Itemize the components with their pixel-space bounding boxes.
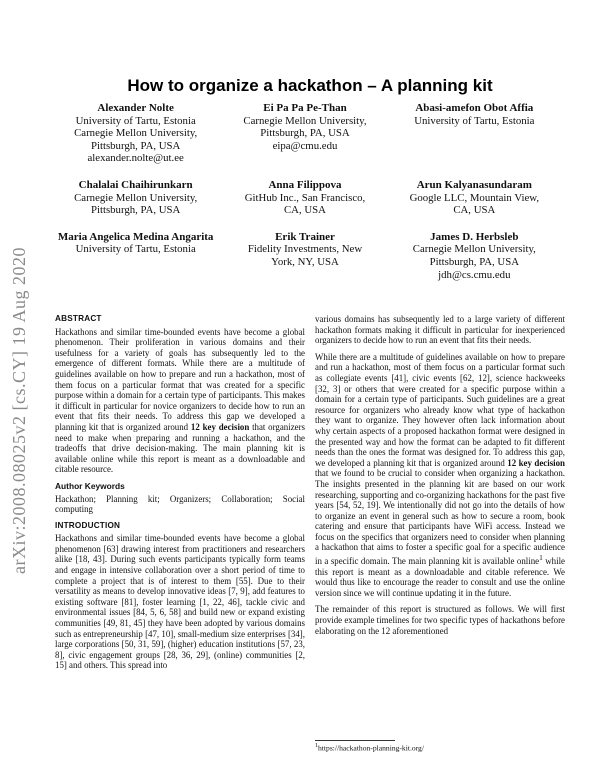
author-affiliation-line: Google LLC, Mountain View, xyxy=(409,191,540,204)
footnote-mark: 1 xyxy=(315,743,318,749)
keywords-heading: Author Keywords xyxy=(55,480,125,491)
author-affiliation-line: Carnegie Mellon University, xyxy=(412,243,536,256)
author-affiliation-line: York, NY, USA xyxy=(271,255,339,268)
introduction-paragraph: Hackathons and similar time-bounded events have become a global phenomenon [63] drawing interest from practitioners and researchers alike [18, 43]. During such events participants typically form teams and engage in intensive collaboration over a short period of time to complete a project that is of interest to them [55]. Due to their versatility as means to develop innovative ideas [7, 9], add features to existing software [81], foster learning [1, 22, 46], tackle civic and environmental issues [84, 5, 6, 58] and build new or expand existing communities [49, 81, 45] they have been adopted by various domains such as entrepreneurship [47, 10], small-medium size enterprises [34], large corporations [50, 31, 59], (higher) education institutions [57, 23, 8], civic engagement groups [28, 36, 29], (online) communities [2, 15] and others. This spread into xyxy=(55,533,305,671)
author-name: Ei Pa Pa Pe-Than xyxy=(263,102,347,114)
author-name: Chalalai Chaihirunkarn xyxy=(78,178,193,191)
right-column xyxy=(315,314,565,642)
body-paragraph xyxy=(315,352,565,599)
body-text: while this report is meant as a downloadable and citable reference. We would thus like to encourage the reader to consult and use the online version since we will continue updating it in the future. xyxy=(315,556,565,598)
author-affiliation-line: CA, USA xyxy=(283,204,326,217)
body-text: While there are a multitude of guidelines available on how to prepare and run a hackathon, most of them focus on a particular format such as collegiate events [41], civic events [62, 12], science hackweeks [32, 3] or others that were created for a specific purpose within a domain for a certain type of participants. Such guidelines are a great resource for organizers who already know what type of hackathon they want to organize. They however often lack information about why certain aspects of a proposed hackathon format were designed in the presented way and how the format can be adapted to fit different needs than the ones the format was designed for. To address this gap, we developed a planning kit that is organized around xyxy=(315,351,565,468)
abstract-text-end: that organizers need to make when preparing and running a hackathon, and the tradeoffs that drive decision-making. The main planning kit is available online while this report is meant as a downloadable and citable resource. xyxy=(55,421,305,475)
abstract-paragraph xyxy=(55,327,305,475)
author-email: eipa@cmu.edu xyxy=(272,139,338,152)
footnote-reference: 1 xyxy=(539,553,543,563)
abstract-text-start: Hackathons and similar time-bounded events have become a global phenomenon. Their proliferation in various domains and their usefulness for a variety of goals has subsequently led to the emergence of different formats. While there are a multitude of guidelines available on how to prepare and run a hackathon, most of them focus on a particular format that was created for a specific purpose within a domain for a certain type of participants. This makes it difficult in particular for novice organizers to decide how to run an event that fits their needs. To address this gap we developed a planning kit that is organized around xyxy=(55,326,305,432)
author-name: James D. Herbsleb xyxy=(430,230,519,243)
author-row xyxy=(55,102,555,165)
author-entry xyxy=(394,179,555,217)
body-paragraph: The remainder of this report is structured as follows. We will first provide example timelines for two specific types of hackathons before elaborating on the 12 aforementioned xyxy=(315,604,565,636)
author-block xyxy=(55,102,555,295)
author-affiliation-line: University of Tartu, Estonia xyxy=(75,243,196,256)
arxiv-identifier-stamp xyxy=(6,200,32,620)
footnote-divider xyxy=(315,740,395,741)
author-affiliation-line: University of Tartu, Estonia xyxy=(75,114,196,127)
author-affiliation-line: Pittsburgh, PA, USA xyxy=(260,127,350,140)
author-name: Arun Kalyanasundaram xyxy=(416,178,532,191)
abstract-heading: ABSTRACT xyxy=(55,314,102,323)
author-affiliation-line: Pittsburgh, PA, USA xyxy=(90,204,181,217)
body-paragraph: various domains has subsequently led to a large variety of different hackathon formats making it difficult in particular for inexperienced organizers to decide how to run an event that fits their needs. xyxy=(315,314,565,346)
author-entry xyxy=(224,102,385,165)
author-entry xyxy=(55,102,216,165)
author-affiliation-line: Fidelity Investments, New xyxy=(247,243,363,256)
author-entry xyxy=(394,102,555,165)
author-affiliation-line: Carnegie Mellon University, xyxy=(74,127,198,140)
author-name: Erik Trainer xyxy=(275,230,335,243)
author-name: Alexander Nolte xyxy=(97,102,174,114)
author-name: Anna Filippova xyxy=(268,178,342,191)
author-entry xyxy=(394,231,555,281)
footnote-link[interactable]: https://hackathon-planning-kit.org/ xyxy=(318,743,424,753)
author-name: Maria Angelica Medina Angarita xyxy=(57,230,214,243)
author-affiliation-line: Carnegie Mellon University, xyxy=(74,191,198,204)
introduction-heading: INTRODUCTION xyxy=(55,520,121,530)
abstract-bold-phrase: 12 key decision xyxy=(190,421,250,432)
paper-title: How to organize a hackathon – A planning kit xyxy=(127,76,493,95)
author-entry xyxy=(55,179,216,217)
author-affiliation-line: Pittsburgh, PA, USA xyxy=(90,139,181,152)
author-email: jdh@cs.cmu.edu xyxy=(438,268,511,281)
author-affiliation-line: CA, USA xyxy=(453,204,496,217)
author-email: alexander.nolte@ut.ee xyxy=(87,152,184,165)
author-entry xyxy=(224,231,385,281)
author-row xyxy=(55,231,555,281)
body-text: that we found to be crucial to consider when organizing a hackathon. The insights presented in the planning kit are based on our work researching, supporting and co-organizing hackathons for the past five years [54, 52, 19]. We intentionally did not go into the details of how to organize an event in general such as how to secure a room, book catering and ensure that participants have WiFi access. Instead we focus on the specifics that organizers need to consider when planning a hackathon that aims to foster a specific goal for a specific audience in a specific domain. The main planning kit is available online xyxy=(315,468,565,567)
author-affiliation-line: University of Tartu, Estonia xyxy=(414,114,535,127)
footnote xyxy=(315,743,424,753)
author-entry xyxy=(224,179,385,217)
author-name: Abasi-amefon Obot Affia xyxy=(415,102,534,114)
author-affiliation-line: Carnegie Mellon University, xyxy=(243,114,367,127)
author-entry xyxy=(55,231,216,281)
author-affiliation-line: GitHub Inc., San Francisco, xyxy=(244,191,366,204)
arxiv-identifier-text: arXiv:2008.08025v2 [cs.CY] 19 Aug 2020 xyxy=(8,246,29,574)
author-row xyxy=(55,179,555,217)
left-column xyxy=(55,314,305,677)
keywords-text: Hackathon; Planning kit; Organizers; Collaboration; Social computing xyxy=(55,493,305,515)
body-bold-phrase: 12 key decision xyxy=(507,457,565,468)
author-affiliation-line: Pittsburgh, PA, USA xyxy=(429,255,520,268)
